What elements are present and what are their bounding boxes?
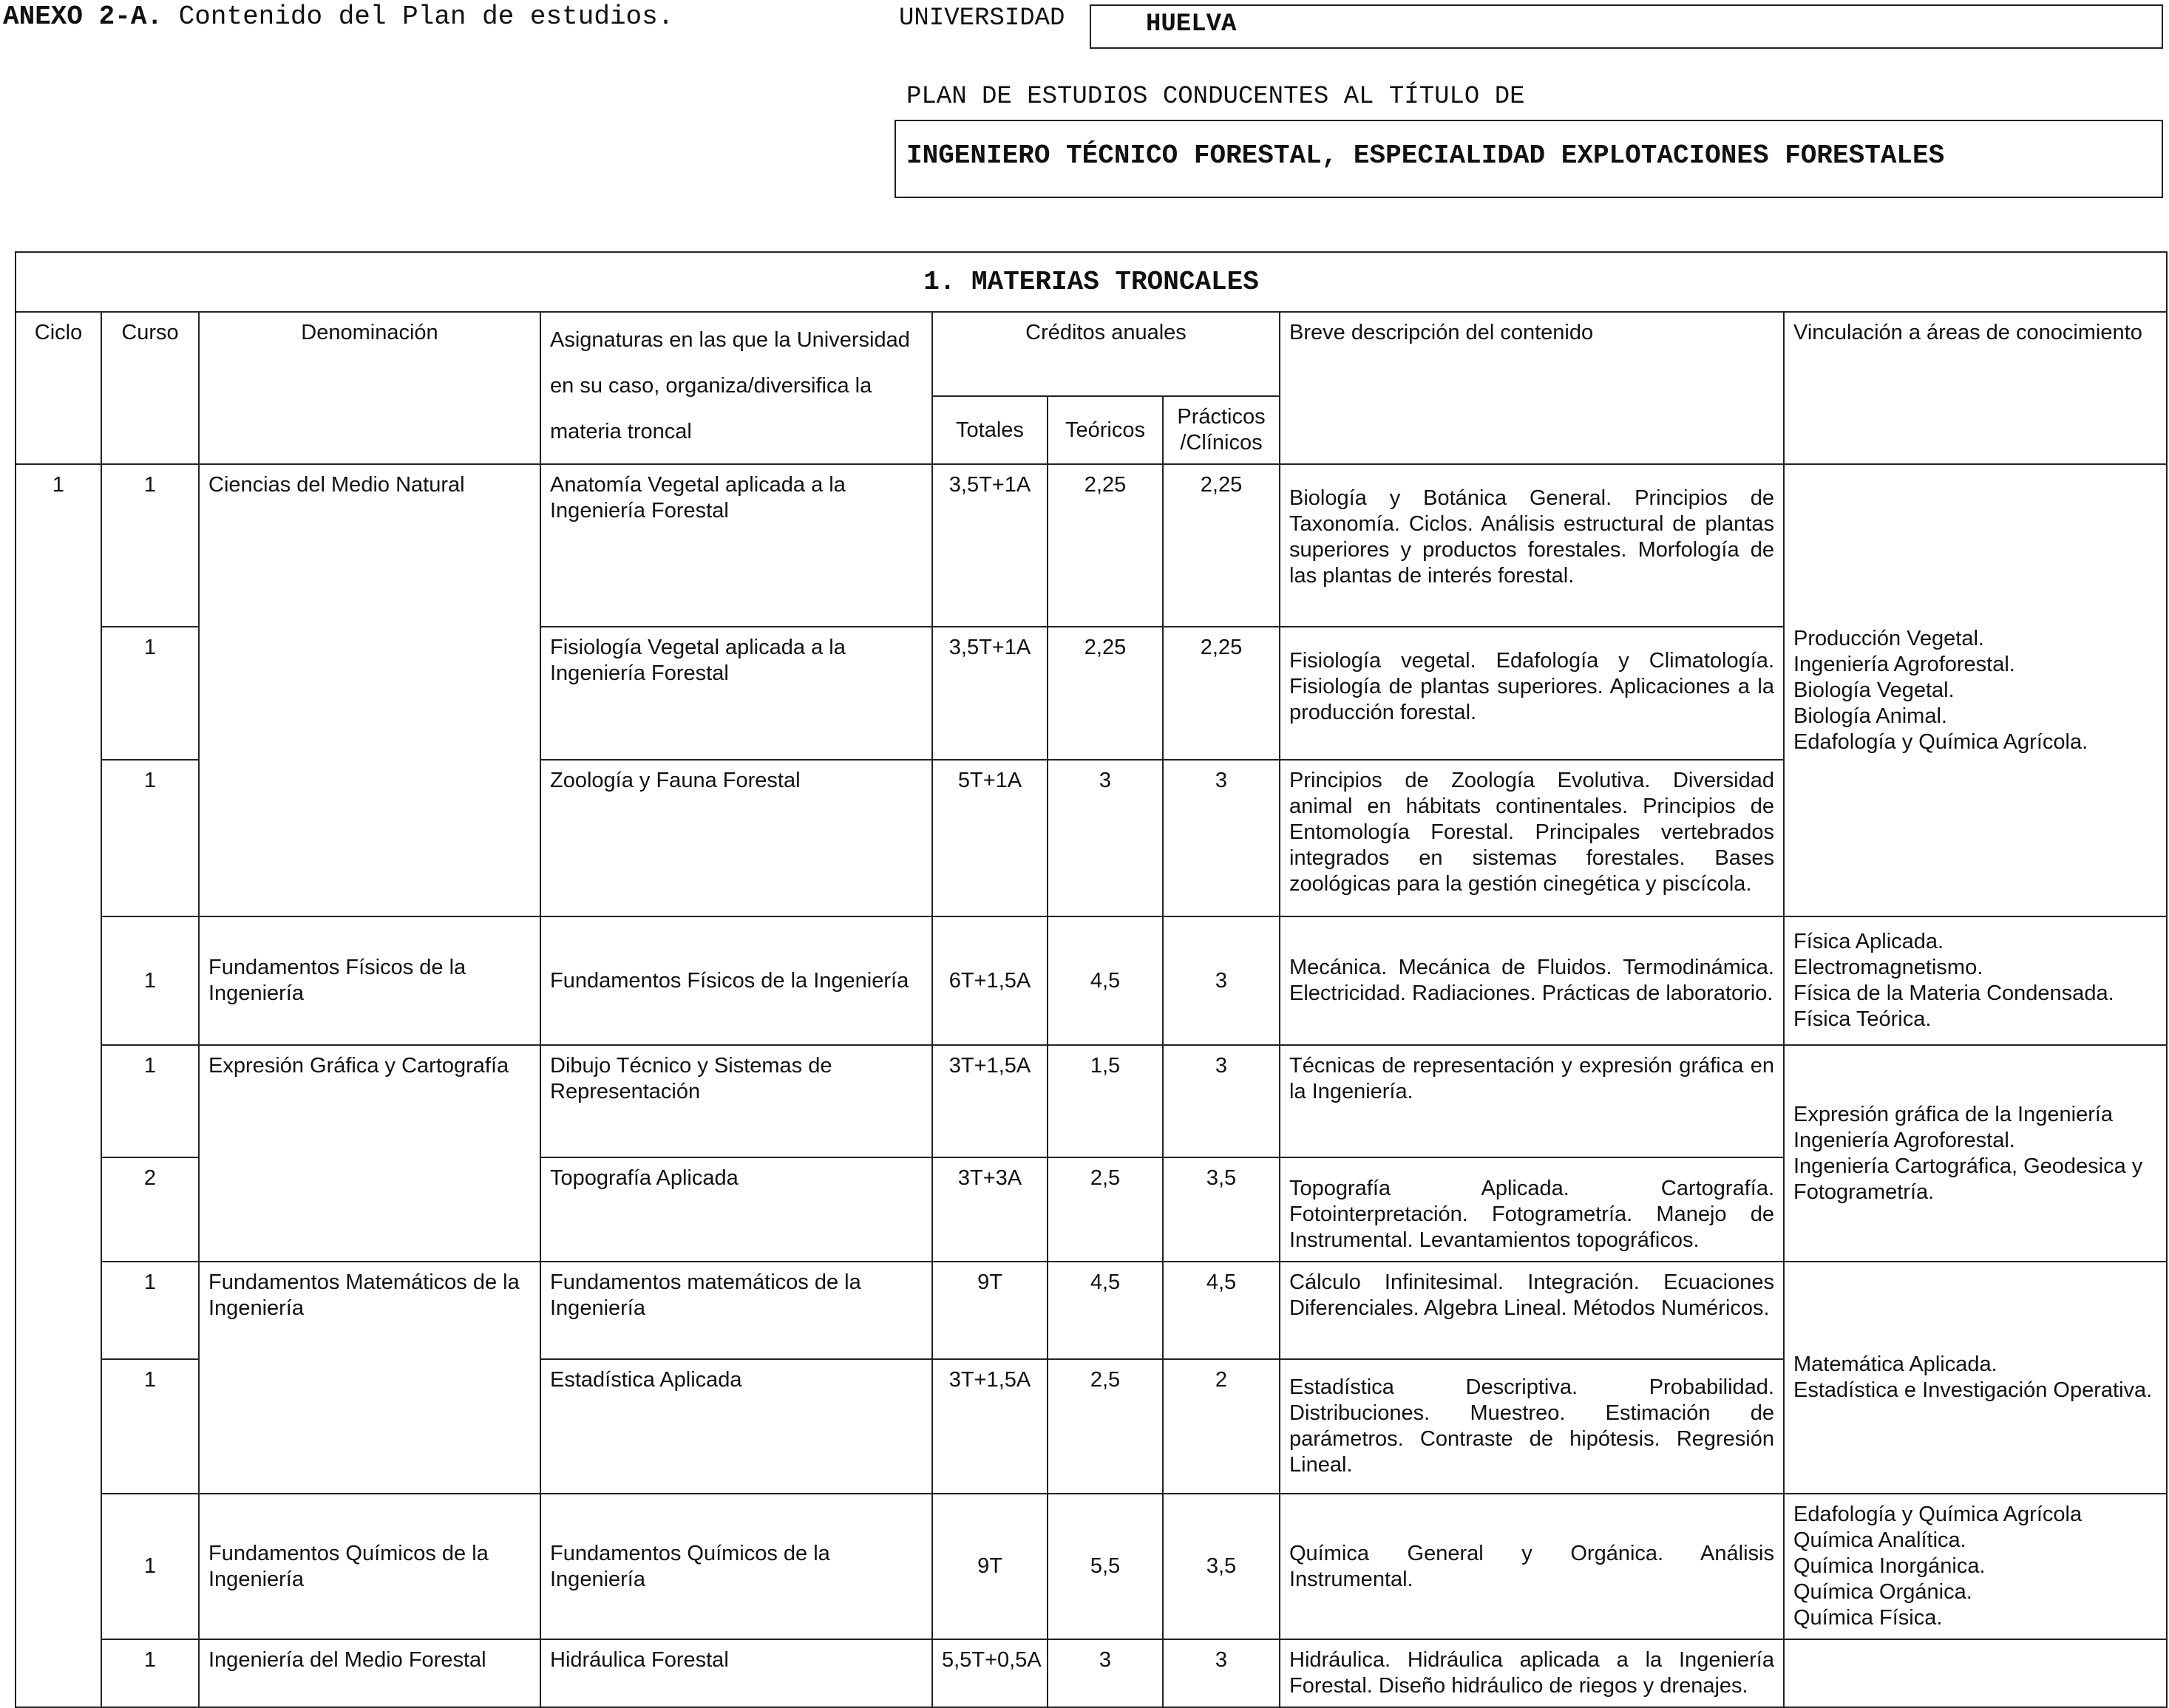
vinculacion-cell [1784,1045,2167,1262]
vinculacion-cell [1784,1262,2167,1494]
asignatura-cell: Estadística Aplicada [540,1359,932,1494]
totales-cell: 9T [932,1494,1048,1639]
degree-title: INGENIERO TÉCNICO FORESTAL, ESPECIALIDAD EXPLOTACIONES FORESTALES [906,140,1945,171]
denominacion-cell: Expresión Gráfica y Cartografía [199,1045,540,1262]
ciclo-cell: 1 [16,464,101,1707]
teoricos-cell: 3 [1048,1639,1163,1707]
teoricos-cell: 4,5 [1048,916,1163,1045]
asignatura-cell: Fundamentos Químicos de la Ingeniería [540,1494,932,1639]
totales-cell: 3,5T+1A [932,627,1048,760]
header-denominacion: Denominación [199,312,540,464]
curso-cell: 1 [101,1359,199,1494]
curso-cell: 1 [101,1045,199,1157]
table-row [16,916,2167,1045]
practicos-cell: 3 [1163,1639,1280,1707]
vinculacion-item: Química Analítica. [1793,1528,1966,1552]
vinculacion-item: Expresión gráfica de la Ingeniería [1793,1102,2114,1126]
practicos-cell: 3,5 [1163,1157,1280,1262]
university-value: HUELVA [1146,10,1237,38]
practicos-cell: 2,25 [1163,627,1280,760]
header-curso: Curso [101,312,199,464]
vinculacion-item: Ingeniería Cartográfica, Geodesica y Fotogrametría. [1793,1154,2143,1204]
vinculacion-item: Biología Vegetal. [1793,678,1955,702]
curso-cell: 2 [101,1157,199,1262]
header-creditos: Créditos anuales [932,312,1280,396]
descripcion-cell: Química General y Orgánica. Análisis Instrumental. [1280,1494,1784,1639]
asignatura-cell: Fisiología Vegetal aplicada a la Ingeniería Forestal [540,627,932,760]
degree-title-box [895,120,2163,198]
asignatura-cell: Hidráulica Forestal [540,1639,932,1707]
annex-text: Contenido del Plan de estudios. [178,1,674,32]
asignatura-cell: Anatomía Vegetal aplicada a la Ingeniería Forestal [540,464,932,627]
header-practicos: Prácticos /Clínicos [1163,396,1280,464]
descripcion-cell: Cálculo Infinitesimal. Integración. Ecuaciones Diferenciales. Algebra Lineal. Métodos Numéricos. [1280,1262,1784,1359]
curso-cell: 1 [101,1262,199,1359]
section-title: 1. MATERIAS TRONCALES [16,252,2167,312]
descripcion-cell: Fisiología vegetal. Edafología y Climatología. Fisiología de plantas superiores. Aplicaciones a la producción forestal. [1280,627,1784,760]
practicos-cell: 2,25 [1163,464,1280,627]
vinculacion-item: Biología Animal. [1793,704,1947,728]
teoricos-cell: 1,5 [1048,1045,1163,1157]
denominacion-cell: Ciencias del Medio Natural [199,464,540,916]
vinculacion-item: Física Aplicada. [1793,930,1944,953]
curso-cell: 1 [101,627,199,760]
curso-cell: 1 [101,464,199,627]
teoricos-cell: 4,5 [1048,1262,1163,1359]
denominacion-cell: Fundamentos Matemáticos de la Ingeniería [199,1262,540,1494]
descripcion-cell: Biología y Botánica General. Principios de Taxonomía. Ciclos. Análisis estructural de plantas superiores y productos forestales. Morfología de las plantas de interés forestal. [1280,464,1784,627]
vinculacion-item: Química Inorgánica. [1793,1554,1986,1578]
denominacion-cell: Ingeniería del Medio Forestal [199,1639,540,1707]
vinculacion-item: Matemática Aplicada. [1793,1353,1997,1376]
vinculacion-item: Edafología y Química Agrícola. [1793,729,2088,754]
table-row [16,1494,2167,1639]
vinculacion-item: Física Teórica. [1793,1007,1932,1031]
practicos-cell: 2 [1163,1359,1280,1494]
vinculacion-item: Química Física. [1793,1606,1943,1630]
subjects-table-wrapper [15,251,2166,1708]
teoricos-cell: 2,5 [1048,1157,1163,1262]
descripcion-cell: Técnicas de representación y expresión gráfica en la Ingeniería. [1280,1045,1784,1157]
curso-cell: 1 [101,916,199,1045]
header-ciclo: Ciclo [16,312,101,464]
table-row [16,1262,2167,1359]
descripcion-cell: Topografía Aplicada. Cartografía. Fotointerpretación. Fotogrametría. Manejo de Instrumental. Levantamientos topográficos. [1280,1157,1784,1262]
vinculacion-cell [1784,916,2167,1045]
vinculacion-cell [1784,1639,2167,1707]
curso-cell: 1 [101,1639,199,1707]
descripcion-cell: Estadística Descriptiva. Probabilidad. Distribuciones. Muestreo. Estimación de parámetros. Contraste de hipótesis. Regresión Lineal. [1280,1359,1784,1494]
table-row [16,1045,2167,1157]
university-label: UNIVERSIDAD [899,4,1065,33]
totales-cell: 9T [932,1262,1048,1359]
practicos-cell: 3,5 [1163,1494,1280,1639]
teoricos-cell: 2,5 [1048,1359,1163,1494]
teoricos-cell: 5,5 [1048,1494,1163,1639]
vinculacion-item: Estadística e Investigación Operativa. [1793,1378,2153,1402]
asignatura-cell: Dibujo Técnico y Sistemas de Representación [540,1045,932,1157]
practicos-cell: 3 [1163,1045,1280,1157]
asignatura-cell: Zoología y Fauna Forestal [540,760,932,916]
subjects-table [15,251,2168,1708]
practicos-cell: 4,5 [1163,1262,1280,1359]
header-descripcion: Breve descripción del contenido [1280,312,1784,464]
vinculacion-item: Química Orgánica. [1793,1580,1972,1604]
header-teoricos: Teóricos [1048,396,1163,464]
vinculacion-cell [1784,1494,2167,1639]
vinculacion-cell [1784,464,2167,916]
curso-cell: 1 [101,1494,199,1639]
practicos-cell: 3 [1163,760,1280,916]
totales-cell: 5,5T+0,5A [932,1639,1048,1707]
table-row [16,1639,2167,1707]
asignatura-cell: Topografía Aplicada [540,1157,932,1262]
annex-heading [3,1,673,32]
vinculacion-item: Física de la Materia Condensada. [1793,981,2114,1005]
university-box [1090,4,2163,49]
descripcion-cell: Mecánica. Mecánica de Fluidos. Termodinámica. Electricidad. Radiaciones. Prácticas de laboratorio. [1280,916,1784,1045]
teoricos-cell: 3 [1048,760,1163,916]
vinculacion-item: Edafología y Química Agrícola [1793,1503,2083,1526]
curso-cell: 1 [101,760,199,916]
vinculacion-item: Electromagnetismo. [1793,956,1983,979]
vinculacion-item: Ingeniería Agroforestal. [1793,652,2015,676]
teoricos-cell: 2,25 [1048,464,1163,627]
teoricos-cell: 2,25 [1048,627,1163,760]
asignatura-cell: Fundamentos Físicos de la Ingeniería [540,916,932,1045]
vinculacion-item: Ingeniería Agroforestal. [1793,1128,2015,1152]
totales-cell: 3,5T+1A [932,464,1048,627]
practicos-cell: 3 [1163,916,1280,1045]
header-vinculacion: Vinculación a áreas de conocimiento [1784,312,2167,464]
plan-label: PLAN DE ESTUDIOS CONDUCENTES AL TÍTULO DE [906,83,1525,111]
header-totales: Totales [932,396,1048,464]
totales-cell: 3T+3A [932,1157,1048,1262]
totales-cell: 3T+1,5A [932,1359,1048,1494]
totales-cell: 5T+1A [932,760,1048,916]
denominacion-cell: Fundamentos Químicos de la Ingeniería [199,1494,540,1639]
annex-label: ANEXO 2-A. [3,1,163,32]
totales-cell: 6T+1,5A [932,916,1048,1045]
table-row [16,464,2167,627]
header-asignaturas: Asignaturas en las que la Universidad en su caso, organiza/diversifica la materia troncal [540,312,932,464]
vinculacion-item: Producción Vegetal. [1793,626,1984,650]
descripcion-cell: Hidráulica. Hidráulica aplicada a la Ingeniería Forestal. Diseño hidráulico de riegos y drenajes. [1280,1639,1784,1707]
totales-cell: 3T+1,5A [932,1045,1048,1157]
asignatura-cell: Fundamentos matemáticos de la Ingeniería [540,1262,932,1359]
descripcion-cell: Principios de Zoología Evolutiva. Diversidad animal en hábitats continentales. Principios de Entomología Forestal. Principales vertebrados integrados en sistemas forestales. Bases zoológicas para la gestión cinegética y piscícola. [1280,760,1784,916]
denominacion-cell: Fundamentos Físicos de la Ingeniería [199,916,540,1045]
